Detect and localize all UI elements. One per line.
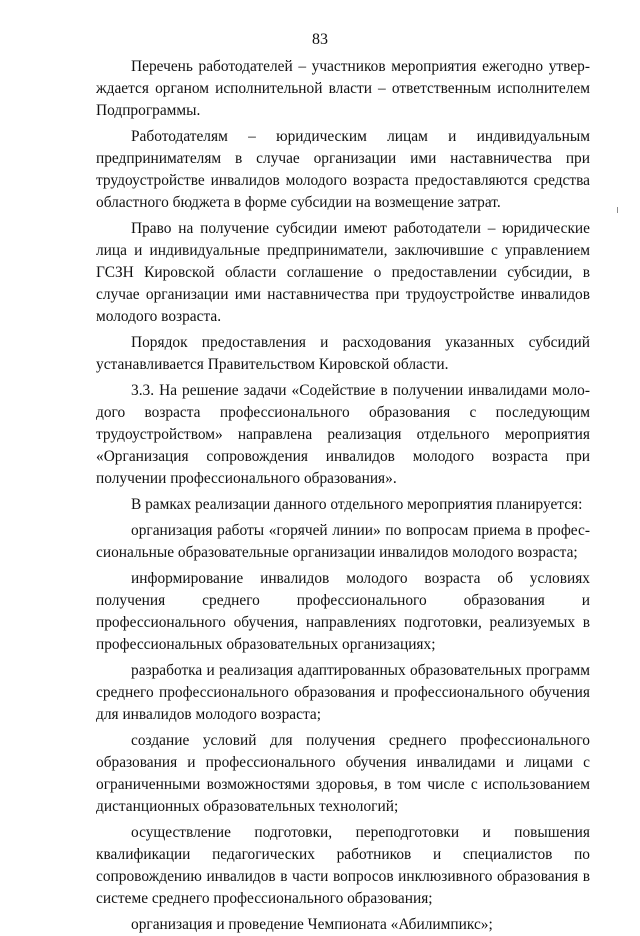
paragraph-section-3-3: 3.3. На решение задачи «Содействие в получении инвалидами молодого возраста профессионального образования с последующим трудоустройством» направлена реализация отдельного мероприятия «Организация сопровождения инвалидов молодого возраста при получении профессионального образования». (96, 382, 590, 487)
scan-margin-mark (617, 207, 618, 213)
paragraph-subsidy-procedure: Порядок предоставления и расходования указанных субсидий устанавливается Правительством Кировской области. (96, 334, 590, 373)
paragraph-subsidy-employers: Работодателям – юридическим лицам и индивидуальным предпринимателям в случае организации ими наставничества при трудоустройстве инвалидов молодого возраста предоставляются средства областного бюджета в форме субсидии на возмещение затрат. (96, 128, 590, 211)
list-item-abilympics: организация и проведение Чемпионата «Абилимпикс»; (131, 916, 493, 933)
list-item-adapted-programs: разработка и реализация адаптированных образовательных программ среднего профессионального образования и профессионального обучения для инвалидов молодого возраста; (96, 662, 590, 723)
list-item-hotline: организация работы «горячей линии» по вопросам приема в профессиональные образовательные организации инвалидов молодого возраста; (96, 522, 590, 561)
list-item-informing: информирование инвалидов молодого возраста об условиях получения среднего профессионального образования и профессионального обучения, направлениях подготовки, реализуемых в профессиональных образовательных организациях; (96, 570, 590, 653)
list-item-conditions: создание условий для получения среднего профессионального образования и профессионального обучения инвалидами и лицами с ограниченными возможностями здоровья, в том числе с использованием дистанционных образовательных технологий; (96, 732, 590, 815)
page-number: 83 (312, 31, 328, 48)
paragraph-planned-intro: В рамках реализации данного отдельного мероприятия планируется: (131, 496, 583, 513)
paragraph-subsidy-right: Право на получение субсидии имеют работодатели – юридические лица и индивидуальные предприниматели, заключившие с управлением ГСЗН Кировской области соглашение о предоставлении субсидии, в случае организации ими наставничества при трудоустройстве инвалидов молодого возраста. (96, 220, 590, 325)
paragraph-employers-list: Перечень работодателей – участников мероприятия ежегодно утверждается органом исполнительной власти – ответственным исполнителем Подпрограммы. (96, 58, 590, 119)
list-item-training-staff: осуществление подготовки, переподготовки и повышения квалификации педагогических работников и специалистов по сопровождению инвалидов в части вопросов инклюзивного образования в системе среднего профессионального образования; (96, 824, 590, 907)
document-body (96, 56, 590, 936)
